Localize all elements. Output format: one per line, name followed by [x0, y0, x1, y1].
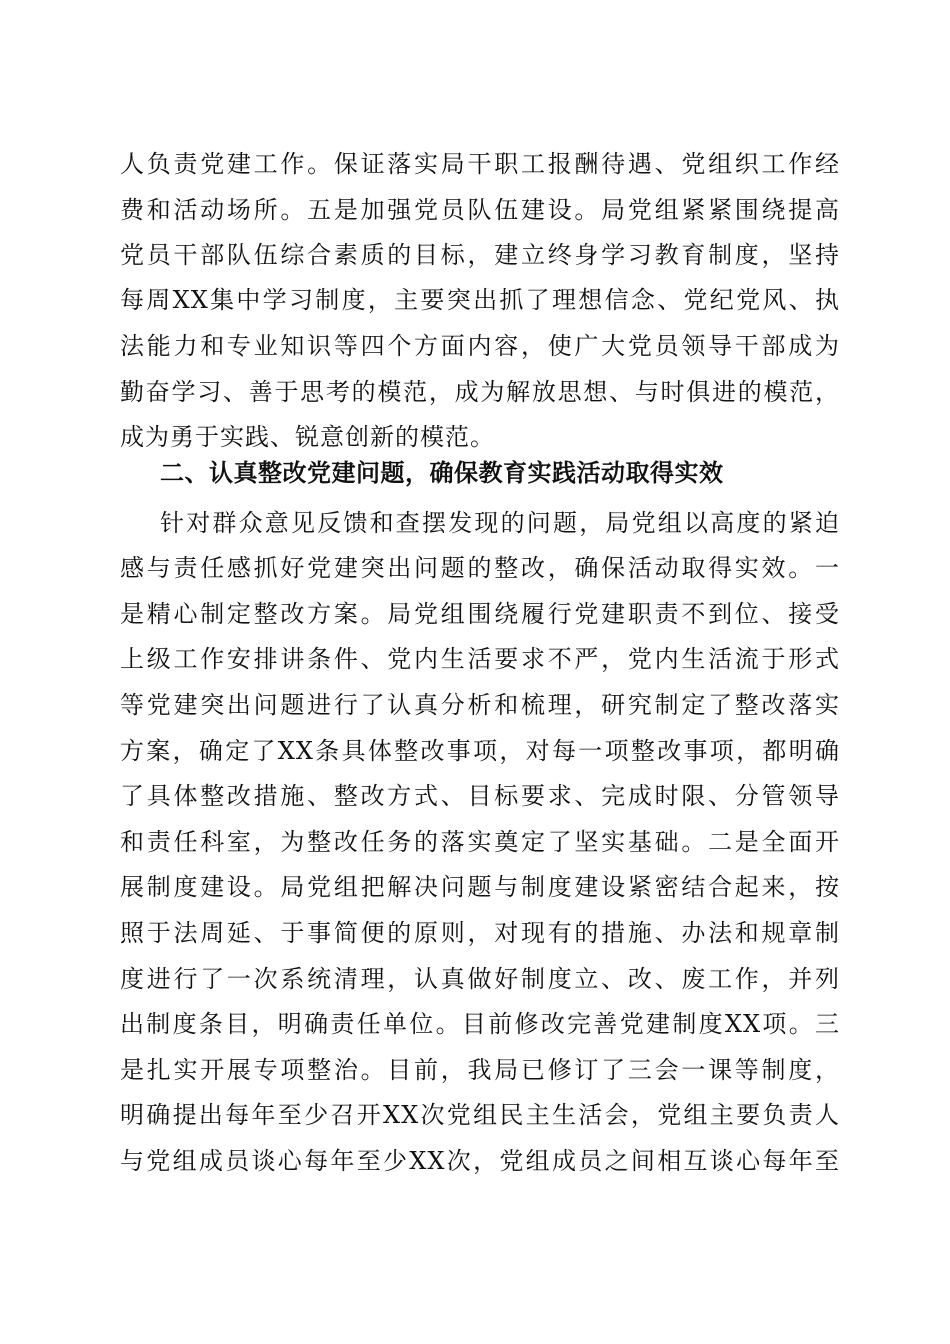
text-line-indented: 针对群众意见反馈和查摆发现的问题，局党组以高度的紧迫 [160, 509, 840, 537]
text-line: 人负责党建工作。保证落实局干职工报酬待遇、党组织工作经 [120, 150, 840, 178]
text-line: 出制度条目，明确责任单位。目前修改完善党建制度XX项。三 [120, 1010, 840, 1038]
text-line: 方案，确定了XX条具体整改事项，对每一项整改事项，都明确 [120, 737, 840, 765]
text-line: 度进行了一次系统清理，认真做好制度立、改、废工作，并列 [120, 965, 840, 993]
text-line: 照于法周延、于事简便的原则，对现有的措施、办法和规章制 [120, 919, 840, 947]
text-line: 勤奋学习、善于思考的模范，成为解放思想、与时俱进的模范， [120, 378, 840, 406]
text-line: 党员干部队伍综合素质的目标，建立终身学习教育制度，坚持 [120, 241, 840, 269]
text-line: 是扎实开展专项整治。目前，我局已修订了三会一课等制度， [120, 1056, 840, 1084]
text-line: 等党建突出问题进行了认真分析和梳理，研究制定了整改落实 [120, 691, 840, 719]
text-line: 和责任科室，为整改任务的落实奠定了坚实基础。二是全面开 [120, 828, 840, 856]
text-line: 明确提出每年至少召开XX次党组民主生活会，党组主要负责人 [120, 1101, 840, 1129]
text-line: 了具体整改措施、整改方式、目标要求、完成时限、分管领导 [120, 782, 840, 810]
text-line: 每周XX集中学习制度，主要突出抓了理想信念、党纪党风、执 [120, 286, 840, 314]
text-line: 上级工作安排讲条件、党内生活要求不严，党内生活流于形式 [120, 645, 840, 673]
text-line: 费和活动场所。五是加强党员队伍建设。局党组紧紧围绕提高 [120, 196, 840, 224]
text-line: 展制度建设。局党组把解决问题与制度建设紧密结合起来，按 [120, 873, 840, 901]
text-line: 法能力和专业知识等四个方面内容，使广大党员领导干部成为 [120, 332, 840, 360]
section-heading: 二、认真整改党建问题，确保教育实践活动取得实效 [160, 459, 724, 487]
text-line: 与党组成员谈心每年至少XX次，党组成员之间相互谈心每年至 [120, 1147, 840, 1175]
text-line: 是精心制定整改方案。局党组围绕履行党建职责不到位、接受 [120, 600, 840, 628]
text-line: 感与责任感抓好党建突出问题的整改，确保活动取得实效。一 [120, 554, 840, 582]
text-line: 成为勇于实践、锐意创新的模范。 [120, 423, 495, 451]
